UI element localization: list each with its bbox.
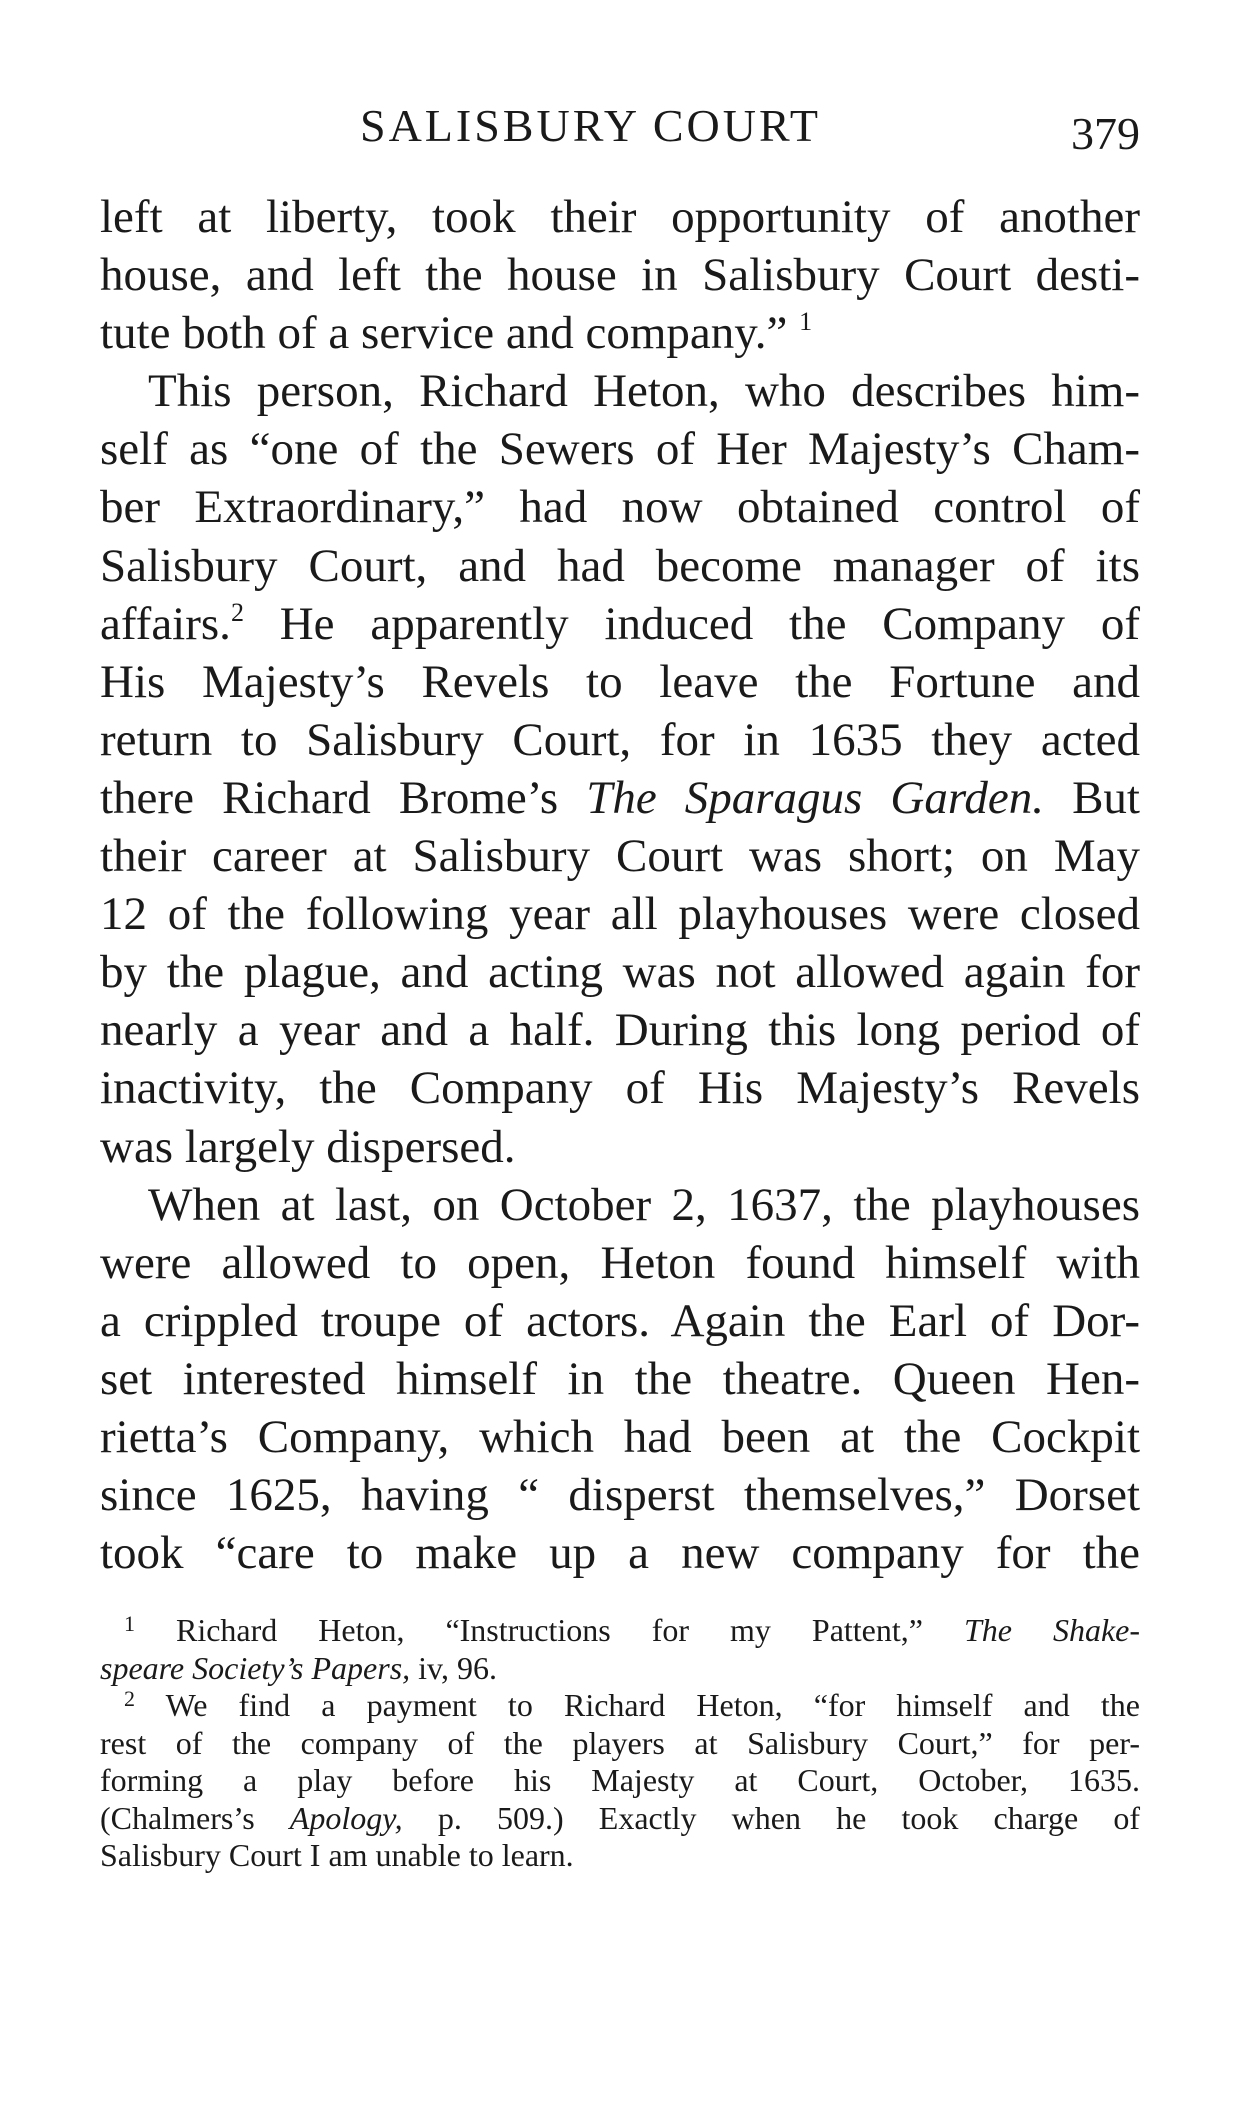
text-segment: p. 509.) Exactly when he took charge of [402,1799,1141,1836]
text-line: since 1625, having “ disperst themselves,” Dorset [100,1469,1140,1522]
footnotes [100,1612,1140,1875]
text-line: forming a play before his Majesty at Court, October, 1635. [100,1762,1140,1798]
publication-title: Apology, [289,1799,403,1836]
text-segment: Richard Heton, “Instructions for my Pattent,” [135,1612,964,1648]
text-segment: affairs. [100,597,231,650]
text-line: rest of the company of the players at Salisbury Court,” for per- [100,1724,1140,1761]
running-title: SALISBURY COURT [360,100,821,151]
text-segment: We find a payment to Richard Heton, “for himself and the [135,1687,1140,1723]
text-segment: iv, 96. [410,1649,497,1686]
text-line: self as “one of the Sewers of Her Majesty’s Cham- [100,423,1140,476]
text-line: return to Salisbury Court, for in 1635 they acted [100,713,1140,766]
footnote-1 [100,1612,1140,1650]
page-number: 379 [1071,108,1140,159]
text-line: left at liberty, took their opportunity of another [100,191,1140,243]
text-line: ber Extraordinary,” had now obtained control of [100,481,1140,534]
text-segment: He apparently induced the Company of [243,597,1140,650]
text-line: When at last, on October 2, 1637, the playhouses [148,1178,1140,1231]
text-line [100,304,1140,362]
text-line: This person, Richard Heton, who describes him- [148,365,1140,418]
text-segment: (Chalmers’s [100,1799,290,1836]
footnote-marker: 2 [124,1686,135,1711]
text-line: their career at Salisbury Court was short; on May [100,830,1140,883]
play-title: The Sparagus Garden. [586,771,1045,824]
text-line: 12 of the following year all playhouses were closed [100,888,1140,941]
text-line: was largely dispersed. [100,1120,516,1173]
text-segment: there Richard Brome’s [100,771,587,824]
page-header [100,96,1140,159]
footnote-reference: 1 [799,307,813,337]
text-line: a crippled troupe of actors. Again the Earl of Dor- [100,1294,1140,1347]
publication-title: speare Society’s Papers, [100,1649,411,1686]
text-line [100,1650,1140,1688]
text-line: house, and left the house in Salisbury Court desti- [100,249,1140,302]
footnote-reference: 2 [230,597,244,627]
text-line: took “care to make up a new company for the [100,1527,1140,1580]
text-segment: But [1044,771,1140,824]
text-segment: tute both of a service and company.” [100,307,788,360]
text-line: rietta’s Company, which had been at the Cockpit [100,1410,1140,1463]
text-line: Salisbury Court I am unable to learn. [100,1837,574,1873]
text-line: set interested himself in the theatre. Queen Hen- [100,1352,1140,1405]
text-line: Salisbury Court, and had become manager of its [100,539,1140,592]
publication-title: The Shake- [963,1612,1141,1648]
text-line [100,595,1140,653]
footnote-2 [100,1687,1140,1725]
text-line: by the plague, and acting was not allowed again for [100,946,1140,999]
text-line: inactivity, the Company of His Majesty’s Revels [100,1062,1140,1115]
text-line [100,769,1140,827]
body-text [100,188,1140,1582]
text-line: nearly a year and a half. During this long period of [100,1004,1140,1057]
text-line: His Majesty’s Revels to leave the Fortune and [100,655,1140,708]
text-line [100,1800,1140,1838]
footnote-marker: 1 [124,1611,135,1636]
text-line: were allowed to open, Heton found himself with [100,1236,1140,1289]
